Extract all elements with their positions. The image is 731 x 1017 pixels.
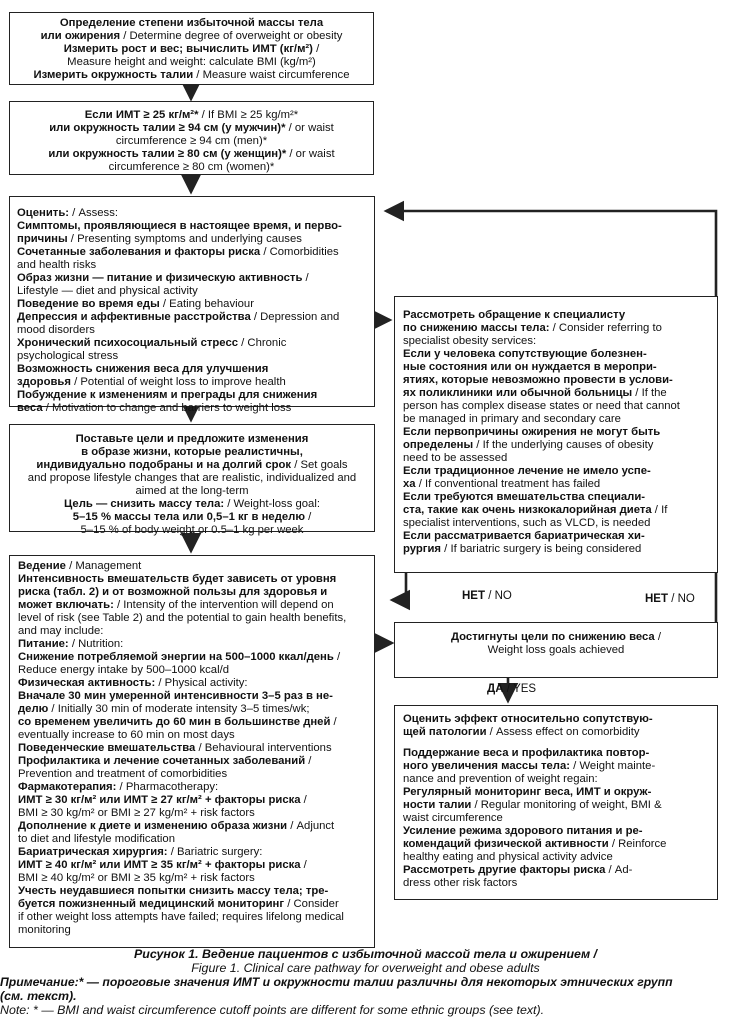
line-en-text: / Measure waist circumference <box>193 69 350 81</box>
box-line <box>18 794 368 807</box>
line-en-text: / Management <box>65 560 142 572</box>
caption-note-en: Note: * — BMI and waist circumference cutoff points are different for some ethnic groups (see text). <box>0 1003 545 1017</box>
line-ru-text: Если традиционное лечение не имело успе- <box>403 465 651 477</box>
box-line <box>403 713 709 726</box>
line-en-text: / If the <box>632 387 667 399</box>
line-en-text: / Physical activity: <box>155 677 248 689</box>
box-line <box>16 511 368 524</box>
box-line <box>16 498 368 511</box>
line-ru-text: ного увеличения массы тела: <box>403 760 571 772</box>
label-no-ru: НЕТ <box>645 593 668 605</box>
line-ru-text: Рассмотреть другие факторы риска <box>403 864 606 876</box>
box-set-goals <box>9 424 375 536</box>
line-ru-text: ИМТ ≥ 40 кг/м² или ИМТ ≥ 35 кг/м² + факторы риска <box>18 859 301 871</box>
label-no-en: / NO <box>485 590 512 602</box>
box-line <box>403 322 709 335</box>
line-en-text: eventually increase to 60 min on most days <box>18 729 235 741</box>
line-ru-text: Если требуются вмешательства специали- <box>403 491 646 503</box>
line-en-text: person has complex disease states or need that cannot <box>403 400 680 412</box>
line-en-text: / Presenting symptoms and underlying causes <box>67 233 302 245</box>
box-line <box>18 703 368 716</box>
line-ru-text: Измерить окружность талии <box>33 69 194 81</box>
box-line <box>18 807 368 820</box>
box-line <box>16 472 368 485</box>
line-en-text: / Intensity of the intervention will depend on <box>113 599 334 611</box>
box-line <box>16 56 367 69</box>
box-line <box>16 161 367 174</box>
line-en-text: / Ad- <box>605 864 633 876</box>
line-ru-text: риска (табл. 2) и от возможной пользы для здоровья и <box>18 586 328 598</box>
caption-note-ru: Примечание:* — пороговые значения ИМТ и окружности талии различны для некоторых этнических групп <box>0 975 673 989</box>
line-ru-text: ста, такие как очень низкокалорийная диета <box>403 504 652 516</box>
line-ru-text: Измерить рост и вес; вычислить ИМТ (кг/м²) <box>63 43 313 55</box>
line-ru-text: Регулярный мониторинг веса, ИМТ и окруж- <box>403 786 652 798</box>
box-line <box>16 135 367 148</box>
line-ru-text: Достигнуты цели по снижению веса <box>451 631 655 643</box>
box-line <box>17 246 368 259</box>
box-line <box>17 272 368 285</box>
line-ru-text: Цель — снизить массу тела: <box>64 498 225 510</box>
box-line <box>18 716 368 729</box>
line-en-text: / Consider <box>284 898 339 910</box>
box-line <box>403 799 709 812</box>
box-line <box>403 760 709 773</box>
figure-caption <box>0 947 731 1017</box>
line-en-text: / Chronic <box>238 337 287 349</box>
line-en-text: mood disorders <box>17 324 95 336</box>
box-line <box>401 644 711 657</box>
line-ru-text: Питание: <box>18 638 69 650</box>
line-en-text: Measure height and weight: calculate BMI (kg/m²) <box>67 56 316 68</box>
line-en-text: / <box>330 716 337 728</box>
line-en-text: Lifestyle — diet and physical activity <box>17 285 198 297</box>
box-line <box>18 924 368 937</box>
line-ru-text: ях поликлиники или обычной больницы <box>403 387 633 399</box>
line-ru-text: индивидуально подобраны и на долгий срок <box>36 459 292 471</box>
box-line <box>17 376 368 389</box>
box-line <box>403 335 709 348</box>
line-ru-text: Ведение <box>18 560 66 572</box>
line-en-text: aimed at the long-term <box>135 485 249 497</box>
box-line <box>18 651 368 664</box>
line-ru-text: ные состояния или он нуждается в меропри- <box>403 361 657 373</box>
line-en-text: / Weight-loss goal: <box>224 498 320 510</box>
box-line <box>17 389 368 402</box>
line-ru-text: ИМТ ≥ 30 кг/м² или ИМТ ≥ 27 кг/м² + факторы риска <box>18 794 301 806</box>
box-line <box>403 812 709 825</box>
line-en-text: specialist interventions, such as VLCD, is needed <box>403 517 651 529</box>
line-en-text: / Bariatric surgery: <box>167 846 263 858</box>
line-en-text: Reduce energy intake by 500–1000 kcal/d <box>18 664 230 676</box>
line-ru-text: Симптомы, проявляющиеся в настоящее время, и перво- <box>17 220 342 232</box>
line-ru-text: здоровья <box>17 376 71 388</box>
box-line <box>16 69 367 82</box>
box-line <box>403 517 709 530</box>
line-ru-text: Учесть неудавшиеся попытки снизить массу тела; тре- <box>18 885 329 897</box>
line-en-text: / If the underlying causes of obesity <box>473 439 654 451</box>
box-line <box>18 560 368 573</box>
box-line <box>403 374 709 387</box>
line-en-text: and health risks <box>17 259 97 271</box>
line-ru-text: со временем увеличить до 60 мин в большинстве дней <box>18 716 331 728</box>
box-line <box>403 543 709 556</box>
caption-title-en: Figure 1. Clinical care pathway for overweight and obese adults <box>191 961 540 975</box>
line-en-text: / or waist <box>286 148 335 160</box>
box-line <box>17 298 368 311</box>
line-en-text: / If <box>651 504 668 516</box>
line-ru-text: Оценить эффект относительно сопутствую- <box>403 713 653 725</box>
label-yes <box>487 683 536 695</box>
line-en-text: / Regular monitoring of weight, BMI & <box>471 799 662 811</box>
box-line <box>401 631 711 644</box>
line-ru-text: ности талии <box>403 799 472 811</box>
box-line <box>403 348 709 361</box>
box-line <box>16 122 367 135</box>
line-ru-text: веса <box>17 402 43 414</box>
box-line <box>403 465 709 478</box>
line-ru-text: Хронический психосоциальный стресс <box>17 337 239 349</box>
line-en-text: / Nutrition: <box>68 638 124 650</box>
box-line <box>403 387 709 400</box>
line-ru-text: может включать: <box>18 599 114 611</box>
label-yes-en: / YES <box>503 683 537 695</box>
box-line <box>18 885 368 898</box>
line-ru-text: Поведение во время еды <box>17 298 160 310</box>
line-ru-text: Вначале 30 мин умеренной интенсивности 3–5 раз в не- <box>18 690 333 702</box>
line-en-text: / Depression and <box>250 311 340 323</box>
line-en-text: / Set goals <box>291 459 348 471</box>
line-ru-text: Поставьте цели и предложите изменения <box>75 433 309 445</box>
box-line <box>18 664 368 677</box>
line-en-text: / <box>333 651 341 663</box>
label-yes-ru: ДА <box>487 683 504 695</box>
line-en-text: / Weight mainte- <box>570 760 656 772</box>
box-line <box>17 324 368 337</box>
line-en-text: / Initially 30 min of moderate intensity 3–5 times/wk; <box>48 703 310 715</box>
box-line <box>17 363 368 376</box>
box-line <box>16 446 368 459</box>
line-en-text: / <box>305 755 312 767</box>
box-line <box>16 17 367 30</box>
line-en-text: / If bariatric surgery is being considered <box>441 543 642 555</box>
line-en-text: / Pharmacotherapy: <box>116 781 219 793</box>
line-en-text: / Behavioural interventions <box>195 742 332 754</box>
line-en-text: / <box>305 511 312 523</box>
line-en-text: and may include: <box>18 625 104 637</box>
box-line <box>403 838 709 851</box>
line-ru-text: по снижению массы тела: <box>403 322 550 334</box>
line-en-text: / Reinforce <box>608 838 667 850</box>
box-line <box>18 690 368 703</box>
line-en-text: need to be assessed <box>403 452 508 464</box>
line-en-text: / Assess effect on comorbidity <box>486 726 640 738</box>
box-line <box>18 768 368 781</box>
line-en-text: Prevention and treatment of comorbidities <box>18 768 228 780</box>
box-line <box>18 781 368 794</box>
box-assess <box>9 196 375 414</box>
box-line <box>17 350 368 363</box>
caption-title-ru: Рисунок 1. Ведение пациентов с избыточной массой тела и ожирением / <box>133 947 597 961</box>
box-line <box>17 285 368 298</box>
line-en-text: / <box>312 43 320 55</box>
line-en-text: specialist obesity services: <box>403 335 537 347</box>
box-line <box>18 911 368 924</box>
line-ru-text: рургия <box>403 543 442 555</box>
line-ru-text: 5–15 % массы тела или 0,5–1 кг в неделю <box>72 511 305 523</box>
box-line <box>403 877 709 890</box>
line-ru-text: Усиление режима здорового питания и ре- <box>403 825 643 837</box>
line-ru-text: определены <box>403 439 474 451</box>
box-line <box>18 599 368 612</box>
box-line <box>16 433 368 446</box>
line-ru-text: Оценить: <box>17 207 70 219</box>
line-en-text: be managed in primary and secondary care <box>403 413 621 425</box>
line-en-text: / Assess: <box>69 207 118 219</box>
box-line <box>403 426 709 439</box>
line-en-text: / <box>300 859 307 871</box>
line-ru-text: буется пожизненный медицинский мониторинг <box>18 898 285 910</box>
line-en-text: / If conventional treatment has failed <box>415 478 601 490</box>
line-ru-text: ятиях, которые невозможно провести в услови- <box>403 374 673 386</box>
box-line <box>403 309 709 322</box>
line-en-text: BMI ≥ 40 kg/m² or BMI ≥ 35 kg/m² + risk factors <box>18 872 255 884</box>
box-line <box>16 148 367 161</box>
box-line <box>403 726 709 739</box>
line-en-text: / or waist <box>285 122 334 134</box>
box-line <box>17 207 368 220</box>
box-line <box>403 400 709 413</box>
box-line <box>17 259 368 272</box>
line-en-text: circumference ≥ 94 cm (men)* <box>115 135 268 147</box>
line-en-text: / Motivation to change and barriers to weight loss <box>42 402 292 414</box>
line-ru-text: Возможность снижения веса для улучшения <box>17 363 269 375</box>
line-en-text: waist circumference <box>403 812 503 824</box>
box-line <box>403 491 709 504</box>
line-ru-text: ха <box>403 478 416 490</box>
line-en-text: / Determine degree of overweight or obesity <box>120 30 343 42</box>
box-line <box>17 337 368 350</box>
box-line <box>18 846 368 859</box>
line-ru-text: Рассмотреть обращение к специалисту <box>403 309 626 321</box>
line-ru-text: Определение степени избыточной массы тела <box>59 17 324 29</box>
line-en-text: / Comorbidities <box>260 246 339 258</box>
line-en-text: psychological stress <box>17 350 119 362</box>
box-line <box>18 898 368 911</box>
box-line <box>16 109 367 122</box>
line-en-text: healthy eating and physical activity advice <box>403 851 613 863</box>
line-ru-text: Интенсивность вмешательств будет зависеть от уровня <box>18 573 337 585</box>
caption-note-ru-cont: (см. текст). <box>0 989 77 1003</box>
line-ru-text: Сочетанные заболевания и факторы риска <box>17 246 261 258</box>
line-ru-text: Образ жизни — питание и физическую активность <box>17 272 303 284</box>
box-line <box>18 586 368 599</box>
box-line <box>403 739 709 747</box>
box-line <box>16 524 368 537</box>
line-en-text: Weight loss goals achieved <box>487 644 625 656</box>
line-ru-text: Депрессия и аффективные расстройства <box>17 311 251 323</box>
box-line <box>403 478 709 491</box>
line-ru-text: Дополнение к диете и изменению образа жизни <box>18 820 288 832</box>
box-line <box>18 573 368 586</box>
line-en-text: circumference ≥ 80 cm (women)* <box>108 161 275 173</box>
line-en-text: / Eating behaviour <box>159 298 254 310</box>
line-ru-text: Профилактика и лечение сочетанных заболеваний <box>18 755 306 767</box>
line-ru-text: Если у человека сопутствующие болезнен- <box>403 348 647 360</box>
box-line <box>403 413 709 426</box>
box-line <box>18 872 368 885</box>
line-en-text: monitoring <box>18 924 71 936</box>
label-no-management <box>462 590 512 602</box>
box-line <box>18 859 368 872</box>
box-line <box>403 439 709 452</box>
line-en-text: and propose lifestyle changes that are realistic, individualized and <box>27 472 357 484</box>
line-ru-text: Если рассматривается бариатрическая хи- <box>403 530 645 542</box>
line-ru-text: или ожирения <box>40 30 121 42</box>
box-line <box>18 820 368 833</box>
box-line <box>403 452 709 465</box>
box-line <box>403 361 709 374</box>
line-ru-text: Бариатрическая хирургия: <box>18 846 168 858</box>
line-en-text: nance and prevention of weight regain: <box>403 773 598 785</box>
box-specialist-referral <box>394 296 718 573</box>
line-ru-text: Если ИМТ ≥ 25 кг/м²* <box>84 109 199 121</box>
box-line <box>403 530 709 543</box>
line-ru-text: щей патологии <box>403 726 487 738</box>
box-line <box>403 773 709 786</box>
box-line <box>17 220 368 233</box>
line-en-text: if other weight loss attempts have failed; requires lifelong medical <box>18 911 344 923</box>
line-ru-text: Поведенческие вмешательства <box>18 742 196 754</box>
arrow-box6-box5 <box>392 572 406 600</box>
box-line <box>403 786 709 799</box>
line-ru-text: комендаций физической активности <box>403 838 609 850</box>
box-goals-achieved <box>394 622 718 678</box>
line-ru-text: в образе жизни, которые реалистичны, <box>81 446 303 458</box>
box-line <box>18 729 368 742</box>
line-ru-text: Если первопричины ожирения не могут быть <box>403 426 661 438</box>
line-ru-text: Фармакотерапия: <box>18 781 117 793</box>
line-en-text: / <box>302 272 309 284</box>
label-no-assess <box>645 593 695 605</box>
line-en-text: dress other risk factors <box>403 877 518 889</box>
line-en-text: / If BMI ≥ 25 kg/m²* <box>198 109 299 121</box>
line-en-text: / Adjunct <box>287 820 335 832</box>
box-line <box>16 485 368 498</box>
box-line <box>18 833 368 846</box>
box-line <box>16 30 367 43</box>
box-line <box>18 612 368 625</box>
line-ru-text: или окружность талии ≥ 94 см (у мужчин)* <box>49 122 286 134</box>
line-en-text: level of risk (see Table 2) and the potential to gain health benefits, <box>18 612 347 624</box>
box-line <box>403 851 709 864</box>
box-line <box>16 459 368 472</box>
box-line <box>18 677 368 690</box>
box-line <box>16 43 367 56</box>
box-line <box>18 638 368 651</box>
box-maintenance <box>394 705 718 900</box>
line-ru-text: Поддержание веса и профилактика повтор- <box>403 747 650 759</box>
line-ru-text: причины <box>17 233 68 245</box>
box-management <box>9 555 375 948</box>
box-line <box>17 233 368 246</box>
line-ru-text: Снижение потребляемой энергии на 500–1000 ккал/день <box>18 651 334 663</box>
line-en-text: / Consider referring to <box>549 322 662 334</box>
line-en-text: 5–15 % of body weight or 0.5–1 kg per week <box>80 524 304 536</box>
box-line <box>18 742 368 755</box>
line-ru-text: делю <box>18 703 49 715</box>
line-ru-text: Побуждение к изменениям и преграды для снижения <box>17 389 318 401</box>
box-line <box>403 747 709 760</box>
box-line <box>18 755 368 768</box>
line-en-text: to diet and lifestyle modification <box>18 833 175 845</box>
line-ru-text: Физическая активность: <box>18 677 156 689</box>
box-determine-degree <box>9 12 374 85</box>
box-line <box>403 504 709 517</box>
line-en-text: / Potential of weight loss to improve health <box>70 376 286 388</box>
box-line <box>18 625 368 638</box>
label-no-en: / NO <box>668 593 695 605</box>
line-en-text: / <box>654 631 661 643</box>
label-no-ru: НЕТ <box>462 590 485 602</box>
box-line <box>17 402 368 415</box>
box-bmi-criteria <box>9 101 374 175</box>
line-en-text: / <box>300 794 307 806</box>
line-en-text: BMI ≥ 30 kg/m² or BMI ≥ 27 kg/m² + risk factors <box>18 807 255 819</box>
box-line <box>403 825 709 838</box>
line-ru-text: или окружность талии ≥ 80 см (у женщин)* <box>48 148 287 160</box>
box-line <box>17 311 368 324</box>
box-line <box>403 864 709 877</box>
